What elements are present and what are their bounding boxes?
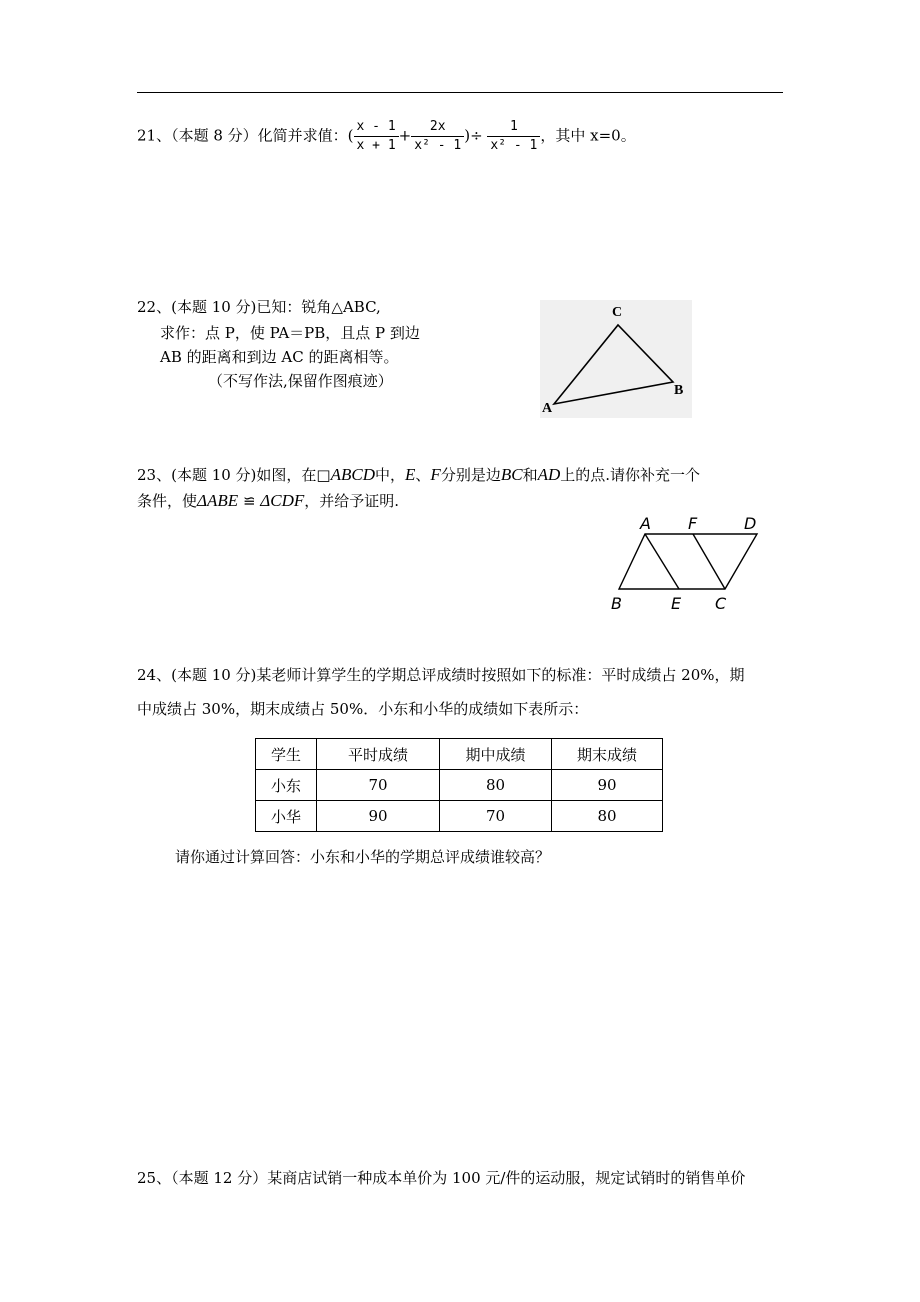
table-row [256, 770, 663, 801]
vertex-label-b: B [674, 383, 684, 398]
q21-suffix: ，其中 x=0。 [540, 126, 636, 145]
triangle-figure [540, 300, 692, 418]
point-label-d: D [744, 514, 757, 533]
q21-plus: + [398, 126, 412, 145]
q21-fraction-2: $\frac{2x}{\text{x² - 1}}$ [411, 118, 464, 155]
segment-ae [645, 534, 679, 589]
q25-line-1: 25、（本题 12 分）某商店试销一种成本单价为 100 元/件的运动服，规定试销时的销售单价 [137, 1169, 746, 1187]
parallelogram-figure [605, 512, 770, 617]
q22-line-1: 22、(本题 10 分)已知：锐角△ABC, [137, 298, 381, 316]
table-cell: 80 [552, 801, 663, 832]
q24-line-1: 24、(本题 10 分)某老师计算学生的学期总评成绩时按照如下的标准：平时成绩占 20%，期 [137, 666, 745, 684]
table-row [256, 801, 663, 832]
vertex-label-c: C [612, 305, 623, 320]
point-label-f: F [688, 514, 698, 533]
table-header-cell: 学生 [256, 739, 317, 770]
q21-divide: )÷ [464, 126, 483, 145]
table-cell: 90 [552, 770, 663, 801]
table-cell: 80 [440, 770, 552, 801]
q21-prefix: 21、（本题 8 分）化简并求值：( [137, 126, 354, 145]
q24-line-2: 中成绩占 30%，期末成绩占 50%．小东和小华的成绩如下表所示： [137, 700, 589, 718]
q21-fraction-3: $\frac{1}{\text{x² - 1}}$ [487, 118, 540, 155]
table-cell: 小华 [256, 801, 317, 832]
q22-line-4: （不写作法,保留作图痕迹） [208, 372, 393, 390]
point-label-b: B [611, 594, 622, 613]
parallelogram-abcd [619, 534, 757, 589]
q23-line-2: 条件，使ΔABE ≌ ΔCDF，并给予证明. [137, 491, 400, 510]
point-label-c: C [715, 594, 727, 613]
parallelogram-symbol: □ [316, 466, 331, 484]
table-cell: 70 [440, 801, 552, 832]
vertex-label-a: A [542, 401, 553, 416]
question-21 [137, 118, 636, 155]
q21-fraction-1: $\frac{x - 1}{x + 1}$ [354, 118, 399, 155]
q23-line-1: 23、(本题 10 分)如图，在□ABCD中，E、F分别是边BC和AD上的点.请你补充一个 [137, 465, 701, 484]
q22-line-3: AB 的距离和到边 AC 的距离相等。 [160, 348, 399, 366]
scores-table [255, 738, 663, 832]
q24-question: 请你通过计算回答：小东和小华的学期总评成绩谁较高？ [175, 848, 551, 866]
table-header-row [256, 739, 663, 770]
table-header-cell: 平时成绩 [317, 739, 440, 770]
table-cell: 70 [317, 770, 440, 801]
segment-fc [693, 534, 725, 589]
table-cell: 90 [317, 801, 440, 832]
point-label-e: E [671, 594, 682, 613]
table-cell: 小东 [256, 770, 317, 801]
header-rule [137, 92, 783, 93]
table-header-cell: 期末成绩 [552, 739, 663, 770]
table-header-cell: 期中成绩 [440, 739, 552, 770]
point-label-a: A [640, 514, 651, 533]
q22-line-2: 求作：点 P，使 PA＝PB，且点 P 到边 [160, 324, 420, 342]
